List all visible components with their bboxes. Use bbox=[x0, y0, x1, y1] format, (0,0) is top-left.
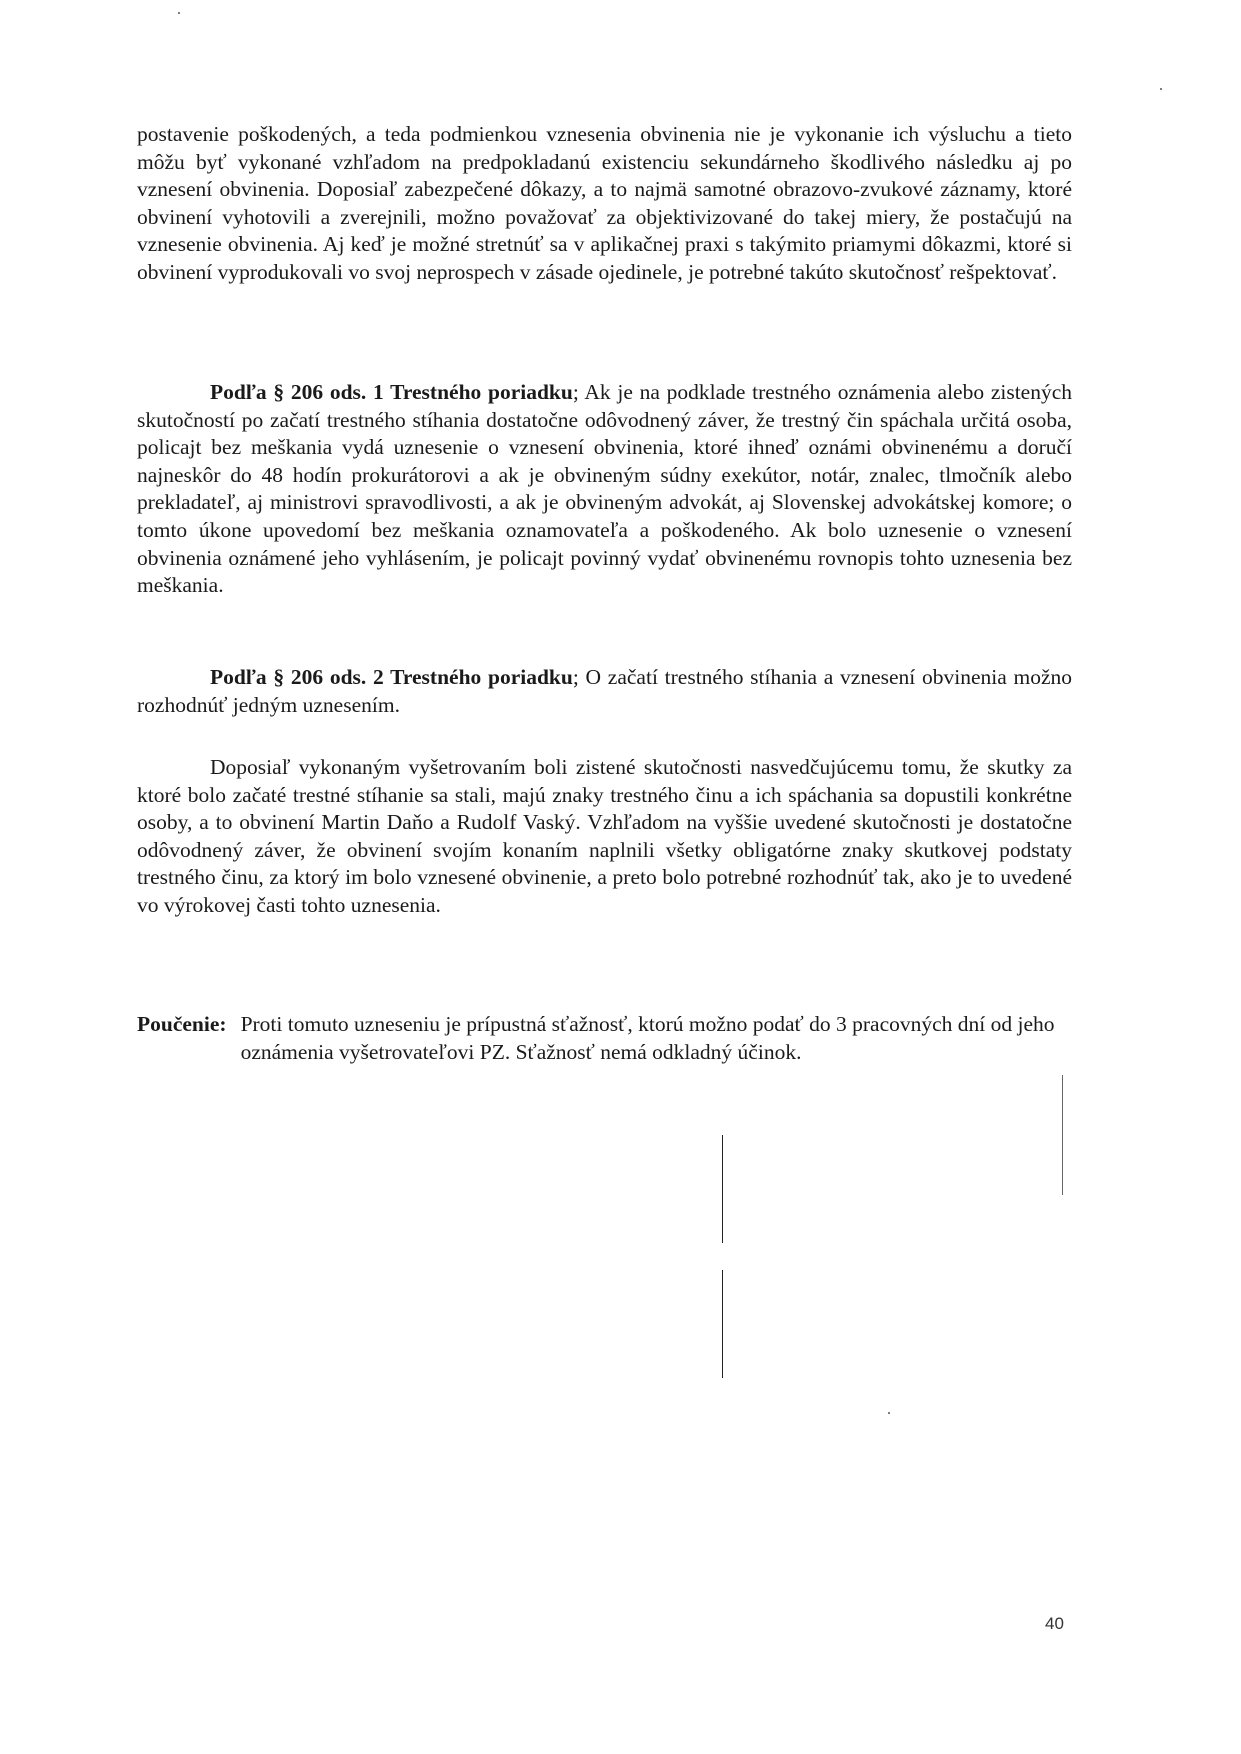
scan-dot-mark bbox=[888, 1412, 890, 1414]
legal-reference-text: ; Ak je na podklade trestného oznámenia alebo zistených skutočností po začatí trestného stíhania dostatočne odôvodnený záver, že trestný čin spáchala určitá osoba, policajt bez meškania vydá uznesenie o vznesení obvinenia, ktoré ihneď oznámi obvinenému a doručí najneskôr do 48 hodín prokurátorovi a ak je obvineným súdny exekútor, notár, znalec, tlmočník alebo prekladateľ, aj ministrovi spravodlivosti, a ak je obvineným advokát, aj Slovenskej advokátskej komore; o tomto úkone upovedomí bez meškania oznamovateľa a poškodeného. Ak bolo uznesenie o vznesení obvinenia oznámené jeho vyhlásením, je policajt povinný vydať obvinenému rovnopis tohto uznesenia bez meškania. bbox=[137, 380, 1073, 598]
instruction-text: Proti tomuto uzneseniu je prípustná sťažnosť, ktorú možno podať do 3 pracovných dní od jeho oznámenia vyšetrovateľovi PZ. Sťažnosť nemá odkladný účinok. bbox=[240, 1012, 1055, 1064]
paragraph-continuation: postavenie poškodených, a teda podmienkou vznesenia obvinenia nie je vykonanie ich výsluchu a tieto môžu byť vykonané vzhľadom na predpokladanú existenciu sekundárneho škodlivého následku aj po vznesení obvinenia. Doposiaľ zabezpečené dôkazy, a to najmä samotné obrazovo-zvukové záznamy, ktoré obvinení vyhotovili a zverejnili, možno považovať za objektivizované do takej miery, že postačujú na vznesenie obvinenia. Aj keď je možné stretnúť sa v aplikačnej praxi s takýmito priamymi dôkazmi, ktoré si obvinení vyprodukovali vo svoj neprospech v zásade ojedinele, je potrebné takúto skutočnosť rešpektovať. bbox=[137, 122, 1072, 284]
paragraph-conclusion: Doposiaľ vykonaným vyšetrovaním boli zistené skutočnosti nasvedčujúcemu tomu, že skutky za ktoré bolo začaté trestné stíhanie sa stali, majú znaky trestného činu a ich spáchania sa dopustili konkrétne osoby, a to obvinení Martin Daňo a Rudolf Vaský. Vzhľadom na vyššie uvedené skutočnosti je dostatočne odôvodnený záver, že obvinení svojím konaním naplnili všetky obligatórne znaky skutkovej podstaty trestného činu, za ktorý im bolo vznesené obvinenie, a preto bolo potrebné rozhodnúť tak, ako je to uvedené vo výrokovej časti tohto uznesenia. bbox=[137, 755, 1072, 917]
legal-reference-text: ; O začatí trestného stíhania a vznesení obvinenia možno rozhodnúť jedným uznesením. bbox=[137, 665, 1073, 717]
scan-line-mark bbox=[722, 1135, 723, 1243]
instruction-block bbox=[137, 1011, 1072, 1066]
paragraph-section-206-2 bbox=[137, 664, 1072, 719]
scan-line-mark bbox=[722, 1270, 723, 1378]
legal-reference-heading: Podľa § 206 ods. 2 Trestného poriadku bbox=[210, 665, 573, 689]
scan-dot-mark bbox=[1160, 88, 1162, 90]
instruction-label: Poučenie: bbox=[137, 1012, 227, 1036]
page-number: 40 bbox=[1045, 1614, 1064, 1633]
paragraph-section-206-1 bbox=[137, 379, 1072, 600]
scan-dot-mark bbox=[178, 12, 180, 14]
scan-line-mark bbox=[1062, 1075, 1063, 1195]
legal-reference-heading: Podľa § 206 ods. 1 Trestného poriadku bbox=[210, 380, 573, 404]
